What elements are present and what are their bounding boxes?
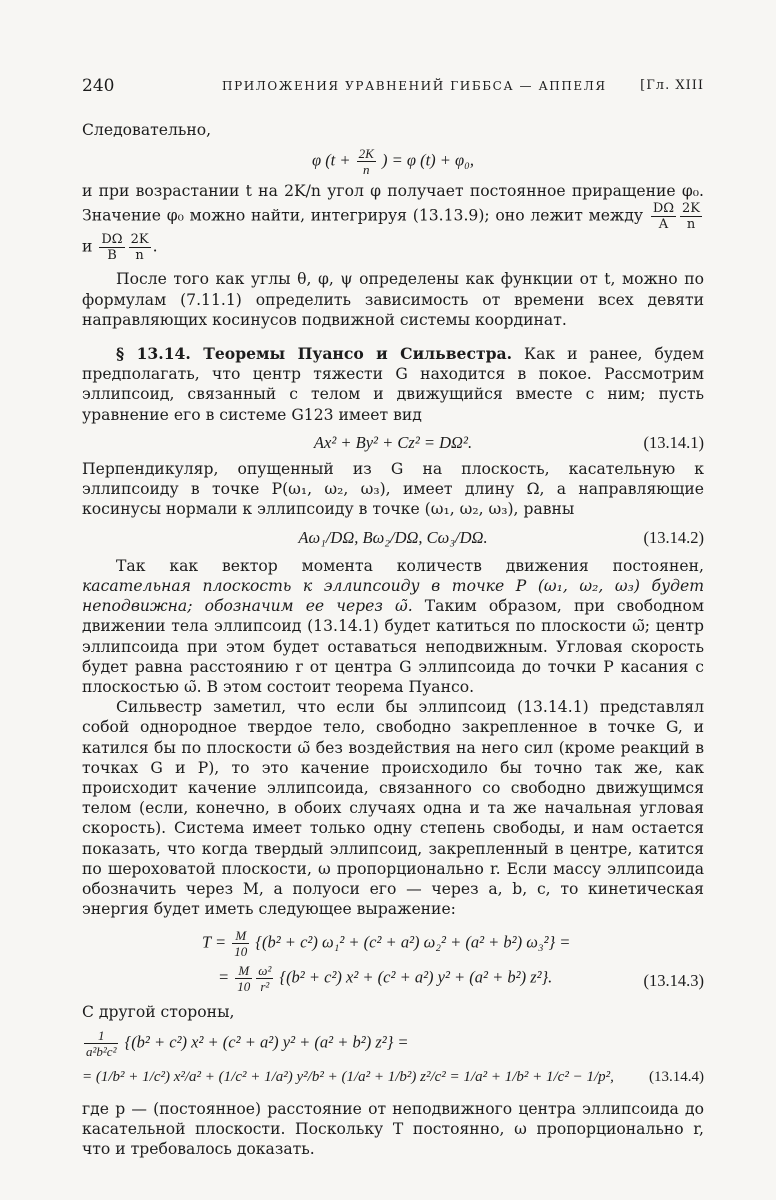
page-header (82, 76, 704, 100)
equation-number: (13.14.4) (649, 1068, 704, 1085)
equation-number: (13.14.3) (643, 970, 704, 990)
chapter-label: [Гл. XIII (640, 78, 704, 93)
equation: = $\frac{M}{10}$ $\frac{\text{ω²}}{\text{r²}}$ {(b² + c²) x² + (c² + a²) y² + (a² + b²) z²}. (13.14.3) (218, 962, 704, 994)
fraction: $\frac{D\Omega}{A}$ (652, 201, 675, 233)
paragraph: Сильвестр заметил, что если бы эллипсоид (13.14.1) представлял собой однородное твердое тело, свободно закрепленное в точке G, и катился бы по плоскости ω̃ без воздействия на него сил (кроме реакций в точках G и P), то это качение происходило бы точно так же, как происходит качение эллипсоида, связанного со свободно движущимся телом (если, конечно, в обоих случаях одна и та же начальная угловая скорость). Система имеет только одну степень свободы, и нам остается показать, что когда твердый эллипсоид, закрепленный в центре, катится по шероховатой плоскости, ω пропорционально r. Если массу эллипсоида обозначить через M, а полуоси его — через a, b, c, то кинетическая энергия будет иметь следующее выражение: (82, 698, 704, 919)
fraction: $\frac{2K}{n}$ (682, 201, 700, 233)
paragraph: и при возрастании t на 2K/n угол φ получает постоянное приращение φ₀. Значение φ₀ можно найти, интегрируя (13.13.9); оно лежит между $\frac{D\Omega}{A}$ $\frac{2K}{n}$ и $\frac{D\Omega}{B}$ $\frac{2K}{n}$ . (82, 182, 704, 264)
equation-number: (13.14.2) (643, 527, 704, 547)
equation: = (1/b² + 1/c²) x²/a² + (1/c² + 1/a²) y²/b² + (1/a² + 1/b²) z²/c² = 1/a² + 1/b² + 1/c² − 1/p², (13.14.4) (82, 1067, 704, 1087)
fraction: $\frac{M}{10}$ (234, 927, 248, 959)
paragraph: С другой стороны, (82, 1002, 235, 1021)
equation: φ (t + $\frac{2K}{n}$ ) = φ (t) + φ₀, (311, 146, 475, 178)
page-body (82, 120, 704, 1160)
paragraph: Следовательно, (82, 121, 212, 139)
fraction: $\frac{\text{ω²}}{\text{r²}}$ (258, 962, 272, 994)
paragraph: Перпендикуляр, опущенный из G на плоскость, касательную к эллипсоиду в точке P(ω₁, ω₂, ω₃), имеет длину Ω, а направляющие косинусы нормали к эллипсоиду в точке (ω₁, ω₂, ω₃), равны (82, 460, 704, 519)
equation: Ax² + By² + Cz² = DΩ². (13.14.1) (313, 432, 704, 452)
equation: Aω₁/DΩ, Bω₂/DΩ, Cω₃/DΩ. (13.14.2) (298, 527, 704, 547)
fraction: $\frac{M}{10}$ (237, 962, 251, 994)
paragraph: Так как вектор момента количеств движения постоянен, касательная плоскость к эллипсоиду в точке P (ω₁, ω₂, ω₃) будет неподвижна; обозначим ее через ω̃. Таким образом, при свободном движении тела эллипсоид (13.14.1) будет катиться по плоскости ω̃; центр эллипсоида при этом будет оставаться неподвижным. Угловая скорость будет равна расстоянию r от центра G эллипсоида до точки P касания с плоскостью ω̃. В этом состоит теорема Пуансо. (82, 556, 704, 697)
paragraph: где p — (постоянное) расстояние от неподвижного центра эллипсоида до касательной плоскости. Поскольку T постоянно, ω пропорционально r, что и требовалось доказать. (82, 1099, 704, 1159)
fraction: $\frac{1}{\text{a²b²c²}}$ (86, 1027, 117, 1059)
section-title: § 13.14. Теоремы Пуансо и Сильвестра. (116, 344, 513, 364)
equation-number: (13.14.1) (643, 432, 704, 452)
fraction: $\frac{D\Omega}{B}$ (101, 232, 123, 264)
fraction: $\frac{2K}{n}$ (130, 232, 149, 264)
paragraph: После того как углы θ, φ, ψ определены как функции от t, можно по формулам (7.11.1) определить зависимость от времени всех девяти направляющих косинусов подвижной системы координат. (82, 270, 704, 329)
fraction: $\frac{2K}{n}$ (358, 146, 374, 178)
page-number: 240 (82, 76, 115, 96)
equation: T = $\frac{M}{10}$ {(b² + c²) ω₁² + (c² + a²) ω₂² + (a² + b²) ω₃²} = (202, 927, 571, 959)
section-paragraph: § 13.14. Теоремы Пуансо и Сильвестра. Как и ранее, будем предполагать, что центр тяжести G находится в покое. Рассмотрим эллипсоид, связанный с телом и движущийся вместе с ним; пусть уравнение его в системе G123 имеет вид (82, 344, 704, 424)
running-title: ПРИЛОЖЕНИЯ УРАВНЕНИЙ ГИББСА — АППЕЛЯ (222, 79, 607, 93)
equation: $\frac{1}{\text{a²b²c²}}$ {(b² + c²) x² + (c² + a²) y² + (a² + b²) z²} = (86, 1027, 409, 1059)
